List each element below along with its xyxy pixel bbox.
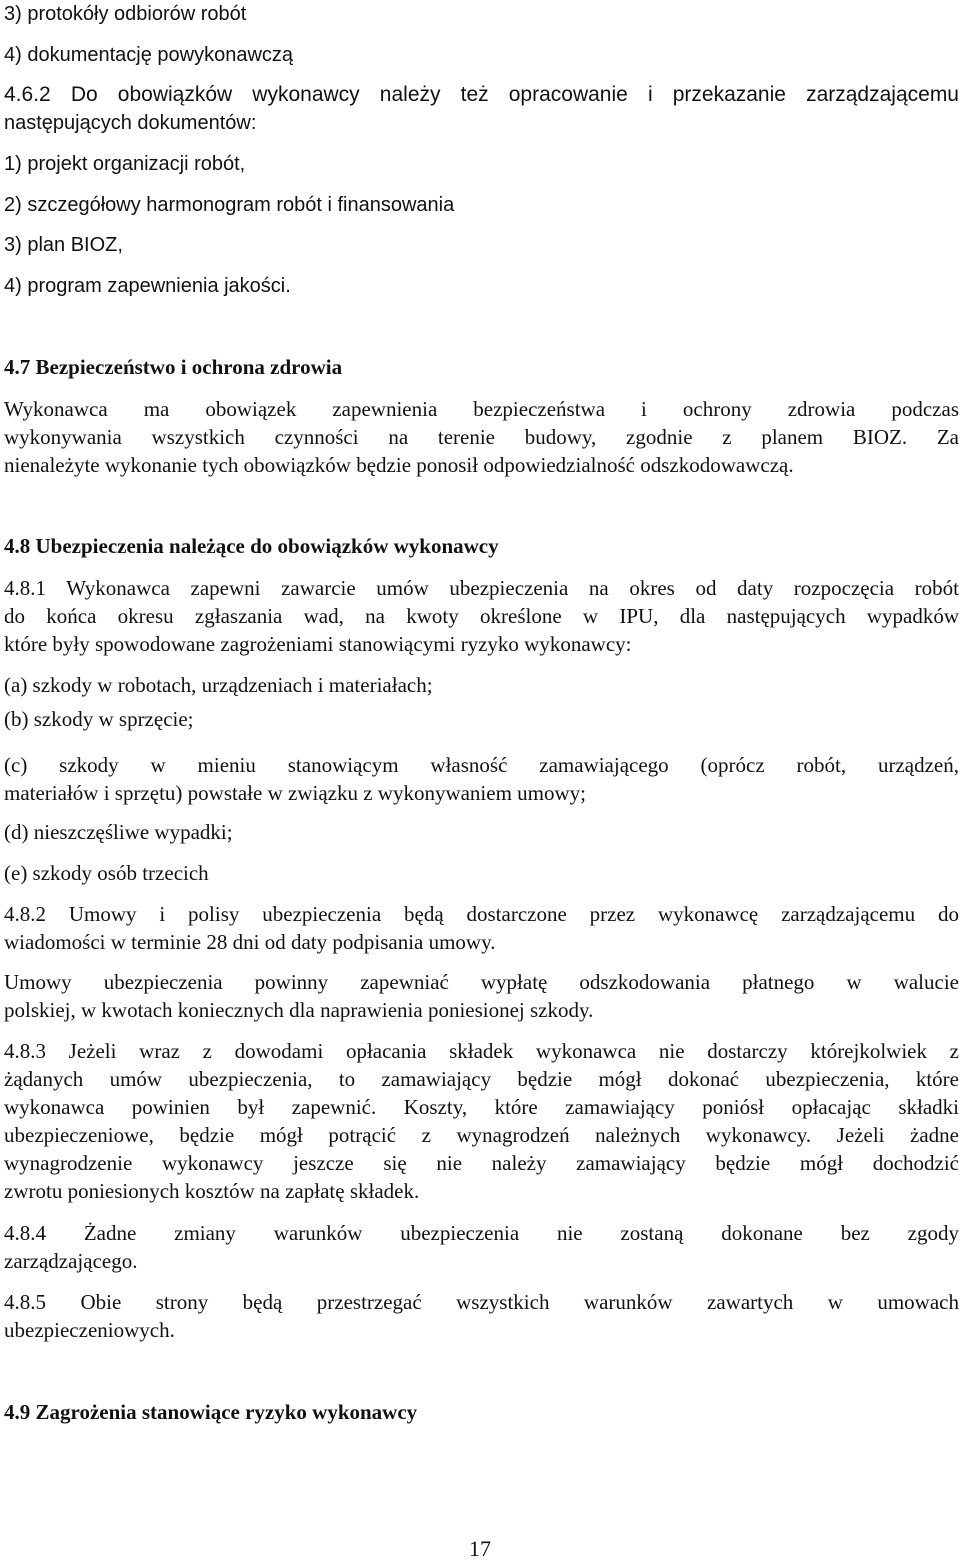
paragraph-4-7-line: nienależyte wykonanie tych obowiązków będzie ponosił odpowiedzialność odszkodowawczą. (4, 453, 794, 477)
paragraph-4-8-3-line: wynagrodzenie wykonawcy jeszcze się nie należy zamawiający będzie mógł dochodzić (4, 1151, 959, 1175)
list-item-c-line: materiałów i sprzętu) powstałe w związku z wykonywaniem umowy; (4, 781, 587, 805)
list-item: 2) szczegółowy harmonogram robót i finansowania (4, 194, 455, 216)
paragraph-umowy-line: polskiej, w kwotach koniecznych dla naprawienia poniesionej szkody. (4, 998, 594, 1022)
paragraph-4-6-2-line: następujących dokumentów: (4, 112, 257, 134)
paragraph-4-8-1-line: które były spowodowane zagrożeniami stanowiącymi ryzyko wykonawcy: (4, 632, 632, 656)
list-item: 4) program zapewnienia jakości. (4, 275, 291, 297)
list-item-b: (b) szkody w sprzęcie; (4, 707, 194, 731)
section-heading-4-7: 4.7 Bezpieczeństwo i ochrona zdrowia (4, 355, 343, 379)
section-heading-4-8: 4.8 Ubezpieczenia należące do obowiązków wykonawcy (4, 534, 499, 558)
paragraph-4-8-3-line: ubezpieczeniowe, będzie mógł potrącić z wynagrodzeń należnych wykonawcy. Jeżeli żadne (4, 1123, 959, 1147)
paragraph-4-8-4-line: zarządzającego. (4, 1249, 138, 1273)
list-item: 1) projekt organizacji robót, (4, 153, 246, 175)
paragraph-4-8-2-line: wiadomości w terminie 28 dni od daty podpisania umowy. (4, 930, 496, 954)
paragraph-4-8-2-line: 4.8.2 Umowy i polisy ubezpieczenia będą dostarczone przez wykonawcę zarządzającemu do (4, 902, 959, 926)
list-item-a: (a) szkody w robotach, urządzeniach i materiałach; (4, 673, 433, 697)
list-item: 4) dokumentację powykonawczą (4, 44, 294, 66)
paragraph-4-8-1-line: do końca okresu zgłaszania wad, na kwoty określone w IPU, dla następujących wypadków (4, 604, 959, 628)
paragraph-4-7-line: Wykonawca ma obowiązek zapewnienia bezpieczeństwa i ochrony zdrowia podczas (4, 397, 959, 421)
paragraph-4-7-line: wykonywania wszystkich czynności na terenie budowy, zgodnie z planem BIOZ. Za (4, 425, 959, 449)
list-item-e: (e) szkody osób trzecich (4, 861, 209, 885)
paragraph-4-8-3-line: zwrotu poniesionych kosztów na zapłatę składek. (4, 1179, 420, 1203)
list-item: 3) plan BIOZ, (4, 234, 123, 256)
list-item-d: (d) nieszczęśliwe wypadki; (4, 820, 233, 844)
paragraph-4-8-5-line: 4.8.5 Obie strony będą przestrzegać wszystkich warunków zawartych w umowach (4, 1290, 959, 1314)
section-heading-4-9: 4.9 Zagrożenia stanowiące ryzyko wykonawcy (4, 1400, 418, 1424)
page-number: 17 (469, 1536, 491, 1561)
list-item-c-line: (c) szkody w mieniu stanowiącym własność zamawiającego (oprócz robót, urządzeń, (4, 753, 959, 777)
paragraph-4-8-4-line: 4.8.4 Żadne zmiany warunków ubezpieczenia nie zostaną dokonane bez zgody (4, 1221, 959, 1245)
paragraph-4-8-5-line: ubezpieczeniowych. (4, 1318, 175, 1342)
paragraph-4-6-2-line: 4.6.2 Do obowiązków wykonawcy należy też opracowanie i przekazanie zarządzającemu (4, 83, 959, 106)
paragraph-4-8-3-line: żądanych umów ubezpieczenia, to zamawiający będzie mógł dokonać ubezpieczenia, które (4, 1067, 959, 1091)
list-item: 3) protokóły odbiorów robót (4, 3, 247, 25)
paragraph-4-8-3-line: wykonawca powinien był zapewnić. Koszty, które zamawiający poniósł opłacając składki (4, 1095, 959, 1119)
paragraph-4-8-1-line: 4.8.1 Wykonawca zapewni zawarcie umów ubezpieczenia na okres od daty rozpoczęcia robót (4, 576, 959, 600)
paragraph-4-8-3-line: 4.8.3 Jeżeli wraz z dowodami opłacania składek wykonawca nie dostarczy którejkolwiek z (4, 1039, 959, 1063)
paragraph-umowy-line: Umowy ubezpieczenia powinny zapewniać wypłatę odszkodowania płatnego w walucie (4, 970, 959, 994)
